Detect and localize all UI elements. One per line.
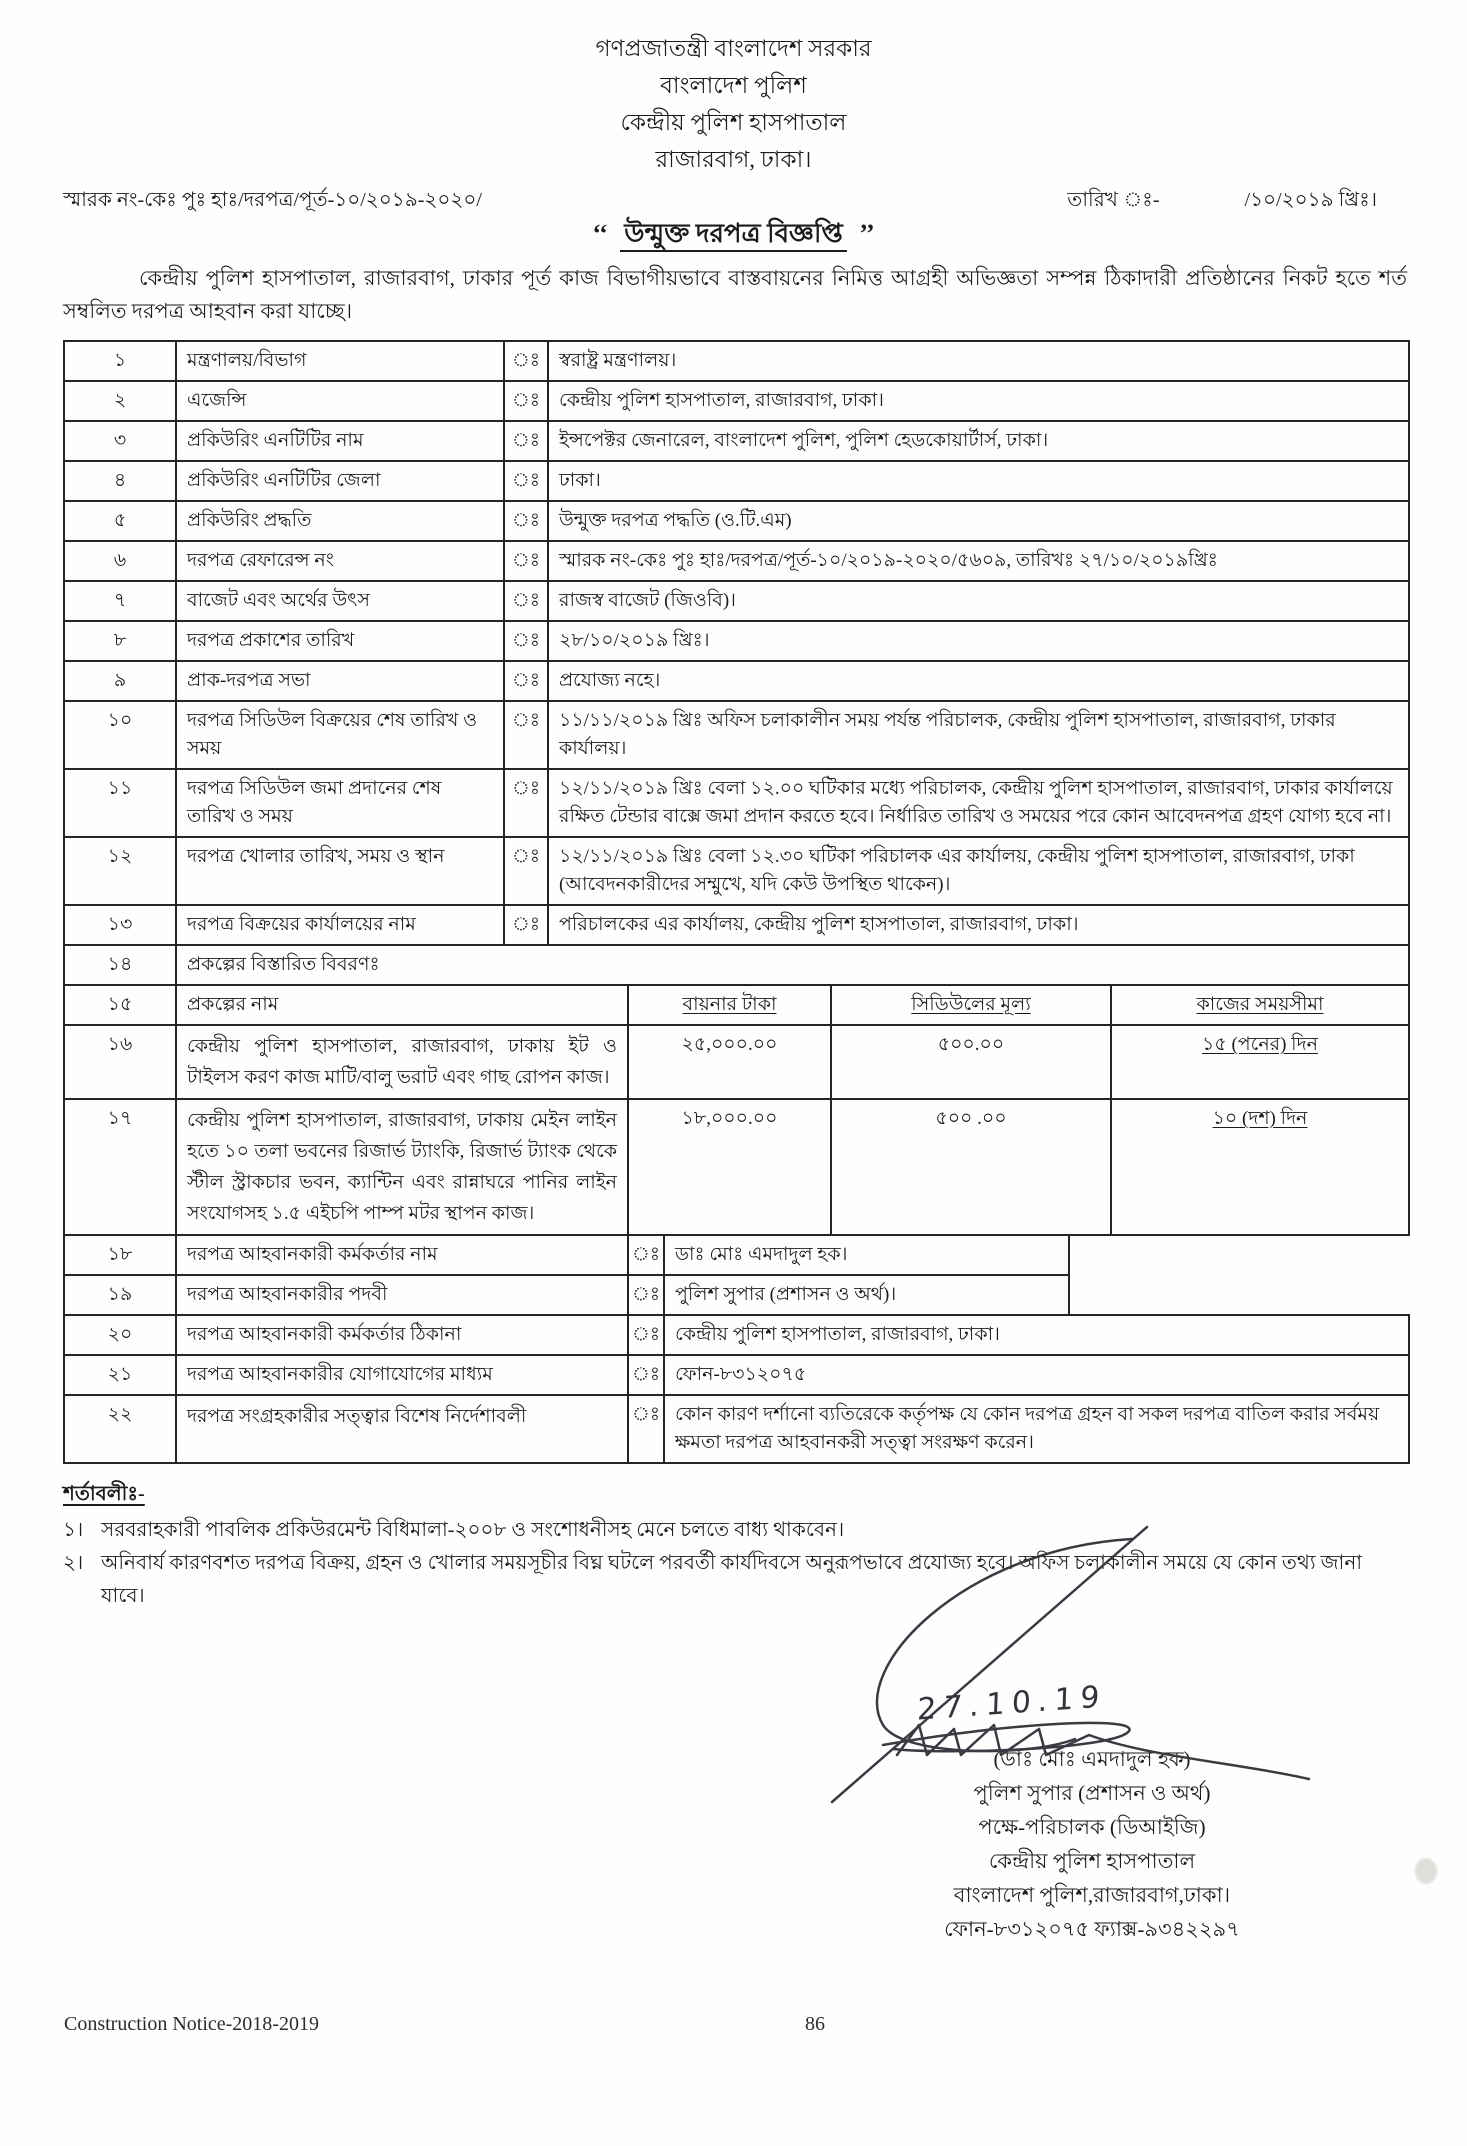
project-schedule-price: ৫০০ .০০	[830, 1100, 1110, 1234]
table-row	[63, 380, 1410, 422]
row-label: দরপত্র বিক্রয়ের কার্যালয়ের নাম	[175, 906, 503, 944]
row-value: প্রযোজ্য নহে।	[547, 662, 1408, 700]
table-row	[63, 620, 1410, 662]
row-serial: ১১	[107, 778, 133, 799]
row-colon: ঃ	[503, 342, 547, 380]
row-label: দরপত্র সিডিউল জমা প্রদানের শেষ তারিখ ও সময়	[175, 770, 503, 836]
column-header-earnest-money: বায়নার টাকা	[682, 994, 777, 1015]
signatory-office: কেন্দ্রীয় পুলিশ হাসপাতাল	[988, 1849, 1196, 1873]
table-row	[63, 1274, 1070, 1316]
row-label: এজেন্সি	[175, 382, 503, 420]
table-row	[63, 420, 1410, 462]
condition-text: সরবরাহকারী পাবলিক প্রকিউরমেন্ট বিধিমালা-২০০৮ ও সংশোধনীসহ মেনে চলতে বাধ্য থাকবেন।	[101, 1519, 845, 1541]
row-label: বাজেট এবং অর্থের উৎস	[175, 582, 503, 620]
project-row	[63, 1098, 1410, 1236]
project-table-header-row	[63, 984, 1410, 1026]
row-label: দরপত্র খোলার তারিখ, সময় ও স্থান	[175, 838, 503, 904]
table-row	[63, 540, 1410, 582]
row-value: ১২/১১/২০১৯ খ্রিঃ বেলা ১২.০০ ঘটিকার মধ্যে পরিচালক, কেন্দ্রীয় পুলিশ হাসপাতাল, রাজারবাগ, ঢাকার কার্যালয়ে রক্ষিত টেন্ডার বাক্সে জমা প্রদান করতে হবে। নির্ধারিত তারিখ ও সময়ের পরে কোন আবেদনপত্র গ্রহণ যোগ্য হবে না।	[547, 770, 1408, 836]
title-text: উন্মুক্ত দরপত্র বিজ্ঞপ্তি	[620, 219, 847, 252]
row-serial: ৩	[113, 430, 127, 451]
row-colon: ঃ	[627, 1396, 663, 1462]
memo-date-value: /১০/২০১৯ খ্রিঃ।	[1244, 189, 1377, 211]
signature-block	[812, 1679, 1372, 1946]
row-serial: ২	[113, 390, 127, 411]
handwritten-date: 27.10.19	[916, 1679, 1107, 1728]
row-label: দরপত্র সিডিউল বিক্রয়ের শেষ তারিখ ও সময়	[175, 702, 503, 768]
notice-title	[0, 220, 1467, 248]
row-serial: ১	[113, 350, 127, 371]
project-row	[63, 1024, 1410, 1100]
table-row	[63, 500, 1410, 542]
row-colon: ঃ	[503, 622, 547, 660]
row-colon: ঃ	[627, 1316, 663, 1354]
project-schedule-price: ৫০০.০০	[830, 1026, 1110, 1098]
table-row	[63, 1314, 1410, 1356]
row-label: প্রকিউরিং প্রদ্ধতি	[175, 502, 503, 540]
condition-number: ২।	[63, 1552, 84, 1574]
signatory-contact: ফোন-৮৩১২০৭৫ ফ্যাক্স-৯৩৪২২৯৭	[944, 1917, 1240, 1941]
row-value: কোন কারণ দর্শানো ব্যতিরেকে কর্তৃপক্ষ যে কোন দরপত্র গ্রহন বা সকল দরপত্র বাতিল করার সর্বময় ক্ষমতা দরপত্র আহবানকরী সত্ত্বা সংরক্ষণ করেন।	[663, 1396, 1408, 1462]
project-earnest-money: ১৮,০০০.০০	[627, 1100, 830, 1234]
row-value: ফোন-৮৩১২০৭৫	[663, 1356, 1408, 1394]
conditions-section	[0, 1464, 1467, 1613]
row-value: ইন্সপেক্টর জেনারেল, বাংলাদেশ পুলিশ, পুলিশ হেডকোয়ার্টার্স, ঢাকা।	[547, 422, 1408, 460]
signatory-designation: পুলিশ সুপার (প্রশাসন ও অর্থ)	[973, 1781, 1211, 1805]
row-colon: ঃ	[627, 1356, 663, 1394]
row-colon: ঃ	[503, 462, 547, 500]
row-serial: ১৪	[107, 954, 133, 975]
row-value: ২৮/১০/২০১৯ খ্রিঃ।	[547, 622, 1408, 660]
memo-number: স্মারক নং-কেঃ পুঃ হাঃ/দরপত্র/পূর্ত-১০/২০১৯-২০২০/	[63, 189, 482, 211]
condition-item	[63, 1514, 1407, 1547]
stamp-smudge-mark	[1415, 1858, 1437, 1884]
footer-document-label: Construction Notice-2018-2019	[64, 2013, 319, 2035]
row-colon: ঃ	[503, 838, 547, 904]
row-label: প্রকিউরিং এনটিটির নাম	[175, 422, 503, 460]
row-serial: ৫	[113, 510, 127, 531]
row-value: ১১/১১/২০১৯ খ্রিঃ অফিস চলাকালীন সময় পর্যন্ত পরিচালক, কেন্দ্রীয় পুলিশ হাসপাতাল, রাজারবাগ, ঢাকার কার্যালয়।	[547, 702, 1408, 768]
row-value: উন্মুক্ত দরপত্র পদ্ধতি (ও.টি.এম)	[547, 502, 1408, 540]
row-serial: ২২	[107, 1404, 133, 1425]
row-serial: ১৩	[107, 914, 133, 935]
table-row	[63, 460, 1410, 502]
table-row	[63, 768, 1410, 838]
project-details-heading-row	[63, 944, 1410, 986]
table-row	[63, 580, 1410, 622]
row-serial: ২০	[107, 1324, 133, 1345]
row-colon: ঃ	[627, 1236, 663, 1274]
condition-text: অনিবার্য কারণবশত দরপত্র বিক্রয়, গ্রহন ও খোলার সময়সূচীর বিঘ্ন ঘটলে পরবর্তী কার্যদিবসে অনুরূপভাবে প্রযোজ্য হবে। অফিস চলাকালীন সময়ে যে কোন তথ্য জানা যাবে।	[101, 1552, 1363, 1607]
row-label: দরপত্র রেফারেন্স নং	[175, 542, 503, 580]
table-row	[63, 700, 1410, 770]
row-value: স্বরাষ্ট্র মন্ত্রণালয়।	[547, 342, 1408, 380]
row-colon: ঃ	[503, 702, 547, 768]
row-serial: ১০	[107, 710, 133, 731]
row-colon: ঃ	[503, 582, 547, 620]
row-colon: ঃ	[503, 382, 547, 420]
title-open-quote: ‘‘	[592, 219, 608, 248]
row-serial: ৯	[113, 670, 127, 691]
row-label: মন্ত্রণালয়/বিভাগ	[175, 342, 503, 380]
row-serial: ৭	[113, 590, 127, 611]
row-serial: ১৫	[107, 994, 133, 1015]
row-serial: ১২	[107, 846, 133, 867]
intro-paragraph: কেন্দ্রীয় পুলিশ হাসপাতাল, রাজারবাগ, ঢাকার পূর্ত কাজ বিভাগীয়ভাবে বাস্তবায়নের নিমিত্ত আগ্রহী অভিজ্ঞতা সম্পন্ন ঠিকাদারী প্রতিষ্ঠানের নিকট হতে শর্ত সম্বলিত দরপত্র আহবান করা যাচ্ছে।	[63, 266, 1407, 323]
row-colon: ঃ	[503, 770, 547, 836]
column-header-project-name: প্রকল্পের নাম	[175, 986, 627, 1024]
row-value: পুলিশ সুপার (প্রশাসন ও অর্থ)।	[663, 1276, 1068, 1314]
row-value: কেন্দ্রীয় পুলিশ হাসপাতাল, রাজারবাগ, ঢাকা।	[663, 1316, 1408, 1354]
table-row	[63, 836, 1410, 906]
row-serial: ২১	[107, 1364, 133, 1385]
memo-line	[0, 178, 1467, 214]
project-earnest-money: ২৫,০০০.০০	[627, 1026, 830, 1098]
signatory-organization: বাংলাদেশ পুলিশ,রাজারবাগ,ঢাকা।	[953, 1883, 1231, 1907]
row-serial: ৪	[113, 470, 127, 491]
document-header	[0, 0, 1467, 178]
row-value: ঢাকা।	[547, 462, 1408, 500]
project-name: কেন্দ্রীয় পুলিশ হাসপাতাল, রাজারবাগ, ঢাকায় ইট ও টাইলস করণ কাজ মাটি/বালু ভরাট এবং গাছ রোপন কাজ।	[175, 1026, 627, 1098]
row-value: স্মারক নং-কেঃ পুঃ হাঃ/দরপত্র/পূর্ত-১০/২০১৯-২০২০/৫৬০৯, তারিখঃ ২৭/১০/২০১৯খ্রিঃ	[547, 542, 1408, 580]
signatory-name: (ডাঃ মোঃ এমদাদুল হক)	[993, 1747, 1191, 1771]
title-close-quote: ’’	[859, 219, 875, 248]
header-office-line: কেন্দ্রীয় পুলিশ হাসপাতাল	[620, 110, 847, 135]
signatory-on-behalf: পক্ষে-পরিচালক (ডিআইজি)	[978, 1815, 1206, 1839]
row-colon: ঃ	[503, 662, 547, 700]
conditions-heading: শর্তাবলীঃ-	[63, 1483, 145, 1505]
tender-info-table	[63, 340, 1410, 1464]
condition-item	[63, 1547, 1407, 1613]
row-colon: ঃ	[627, 1276, 663, 1314]
row-label: দরপত্র আহবানকারীর পদবী	[175, 1276, 627, 1314]
row-label: দরপত্র সংগ্রহকারীর সত্ত্বার বিশেষ নির্দেশাবলী	[175, 1396, 627, 1462]
header-government-line: গণপ্রজাতন্ত্রী বাংলাদেশ সরকার	[595, 36, 872, 61]
row-colon: ঃ	[503, 502, 547, 540]
memo-date-label: তারিখ ঃ-	[1067, 189, 1160, 211]
table-row	[63, 340, 1410, 382]
row-label: দরপত্র প্রকাশের তারিখ	[175, 622, 503, 660]
row-colon: ঃ	[503, 422, 547, 460]
row-serial: ১৬	[107, 1034, 133, 1055]
row-label: দরপত্র আহবানকারীর যোগাযোগের মাধ্যম	[175, 1356, 627, 1394]
row-colon: ঃ	[503, 542, 547, 580]
header-organization-line: বাংলাদেশ পুলিশ	[660, 73, 807, 98]
row-label: প্রাক-দরপত্র সভা	[175, 662, 503, 700]
row-colon: ঃ	[503, 906, 547, 944]
column-header-schedule-price: সিডিউলের মূল্য	[911, 994, 1031, 1015]
row-serial: ৬	[113, 550, 127, 571]
row-serial: ১৭	[107, 1108, 133, 1129]
row-label: প্রকিউরিং এনটিটির জেলা	[175, 462, 503, 500]
table-row	[63, 1234, 1070, 1276]
project-duration: ১৫ (পনের) দিন	[1202, 1034, 1318, 1055]
footer-page-number: 86	[805, 2013, 825, 2035]
header-location-line: রাজারবাগ, ঢাকা।	[655, 147, 812, 172]
row-serial: ১৯	[107, 1284, 133, 1305]
row-label: দরপত্র আহবানকারী কর্মকর্তার নাম	[175, 1236, 627, 1274]
row-value: রাজস্ব বাজেট (জিওবি)।	[547, 582, 1408, 620]
row-value: ১২/১১/২০১৯ খ্রিঃ বেলা ১২.৩০ ঘটিকা পরিচালক এর কার্যালয়, কেন্দ্রীয় পুলিশ হাসপাতাল, রাজারবাগ, ঢাকা (আবেদনকারীদের সম্মুখে, যদি কেউ উপস্থিত থাকেন)।	[547, 838, 1408, 904]
project-duration: ১০ (দশ) দিন	[1212, 1108, 1308, 1129]
row-value: ডাঃ মোঃ এমদাদুল হক।	[663, 1236, 1068, 1274]
column-header-work-duration: কাজের সময়সীমা	[1196, 994, 1324, 1015]
row-value: কেন্দ্রীয় পুলিশ হাসপাতাল, রাজারবাগ, ঢাকা।	[547, 382, 1408, 420]
table-row	[63, 1394, 1410, 1464]
row-label: প্রকল্পের বিস্তারিত বিবরণঃ	[175, 946, 1408, 984]
condition-number: ১।	[63, 1519, 84, 1541]
row-serial: ১৮	[107, 1244, 133, 1265]
table-row	[63, 904, 1410, 946]
project-name: কেন্দ্রীয় পুলিশ হাসপাতাল, রাজারবাগ, ঢাকায় মেইন লাইন হতে ১০ তলা ভবনের রিজার্ভ ট্যাংকি, রিজার্ভ ট্যাংক থেকে স্টীল স্ট্রাকচার ভবন, ক্যান্টিন এবং রান্নাঘরে পানির লাইন সংযোগসহ ১.৫ এইচপি পাম্প মটর স্থাপন কাজ।	[175, 1100, 627, 1234]
table-row	[63, 660, 1410, 702]
table-row	[63, 1354, 1410, 1396]
row-label: দরপত্র আহবানকারী কর্মকর্তার ঠিকানা	[175, 1316, 627, 1354]
row-serial: ৮	[113, 630, 127, 651]
row-value: পরিচালকের এর কার্যালয়, কেন্দ্রীয় পুলিশ হাসপাতাল, রাজারবাগ, ঢাকা।	[547, 906, 1408, 944]
